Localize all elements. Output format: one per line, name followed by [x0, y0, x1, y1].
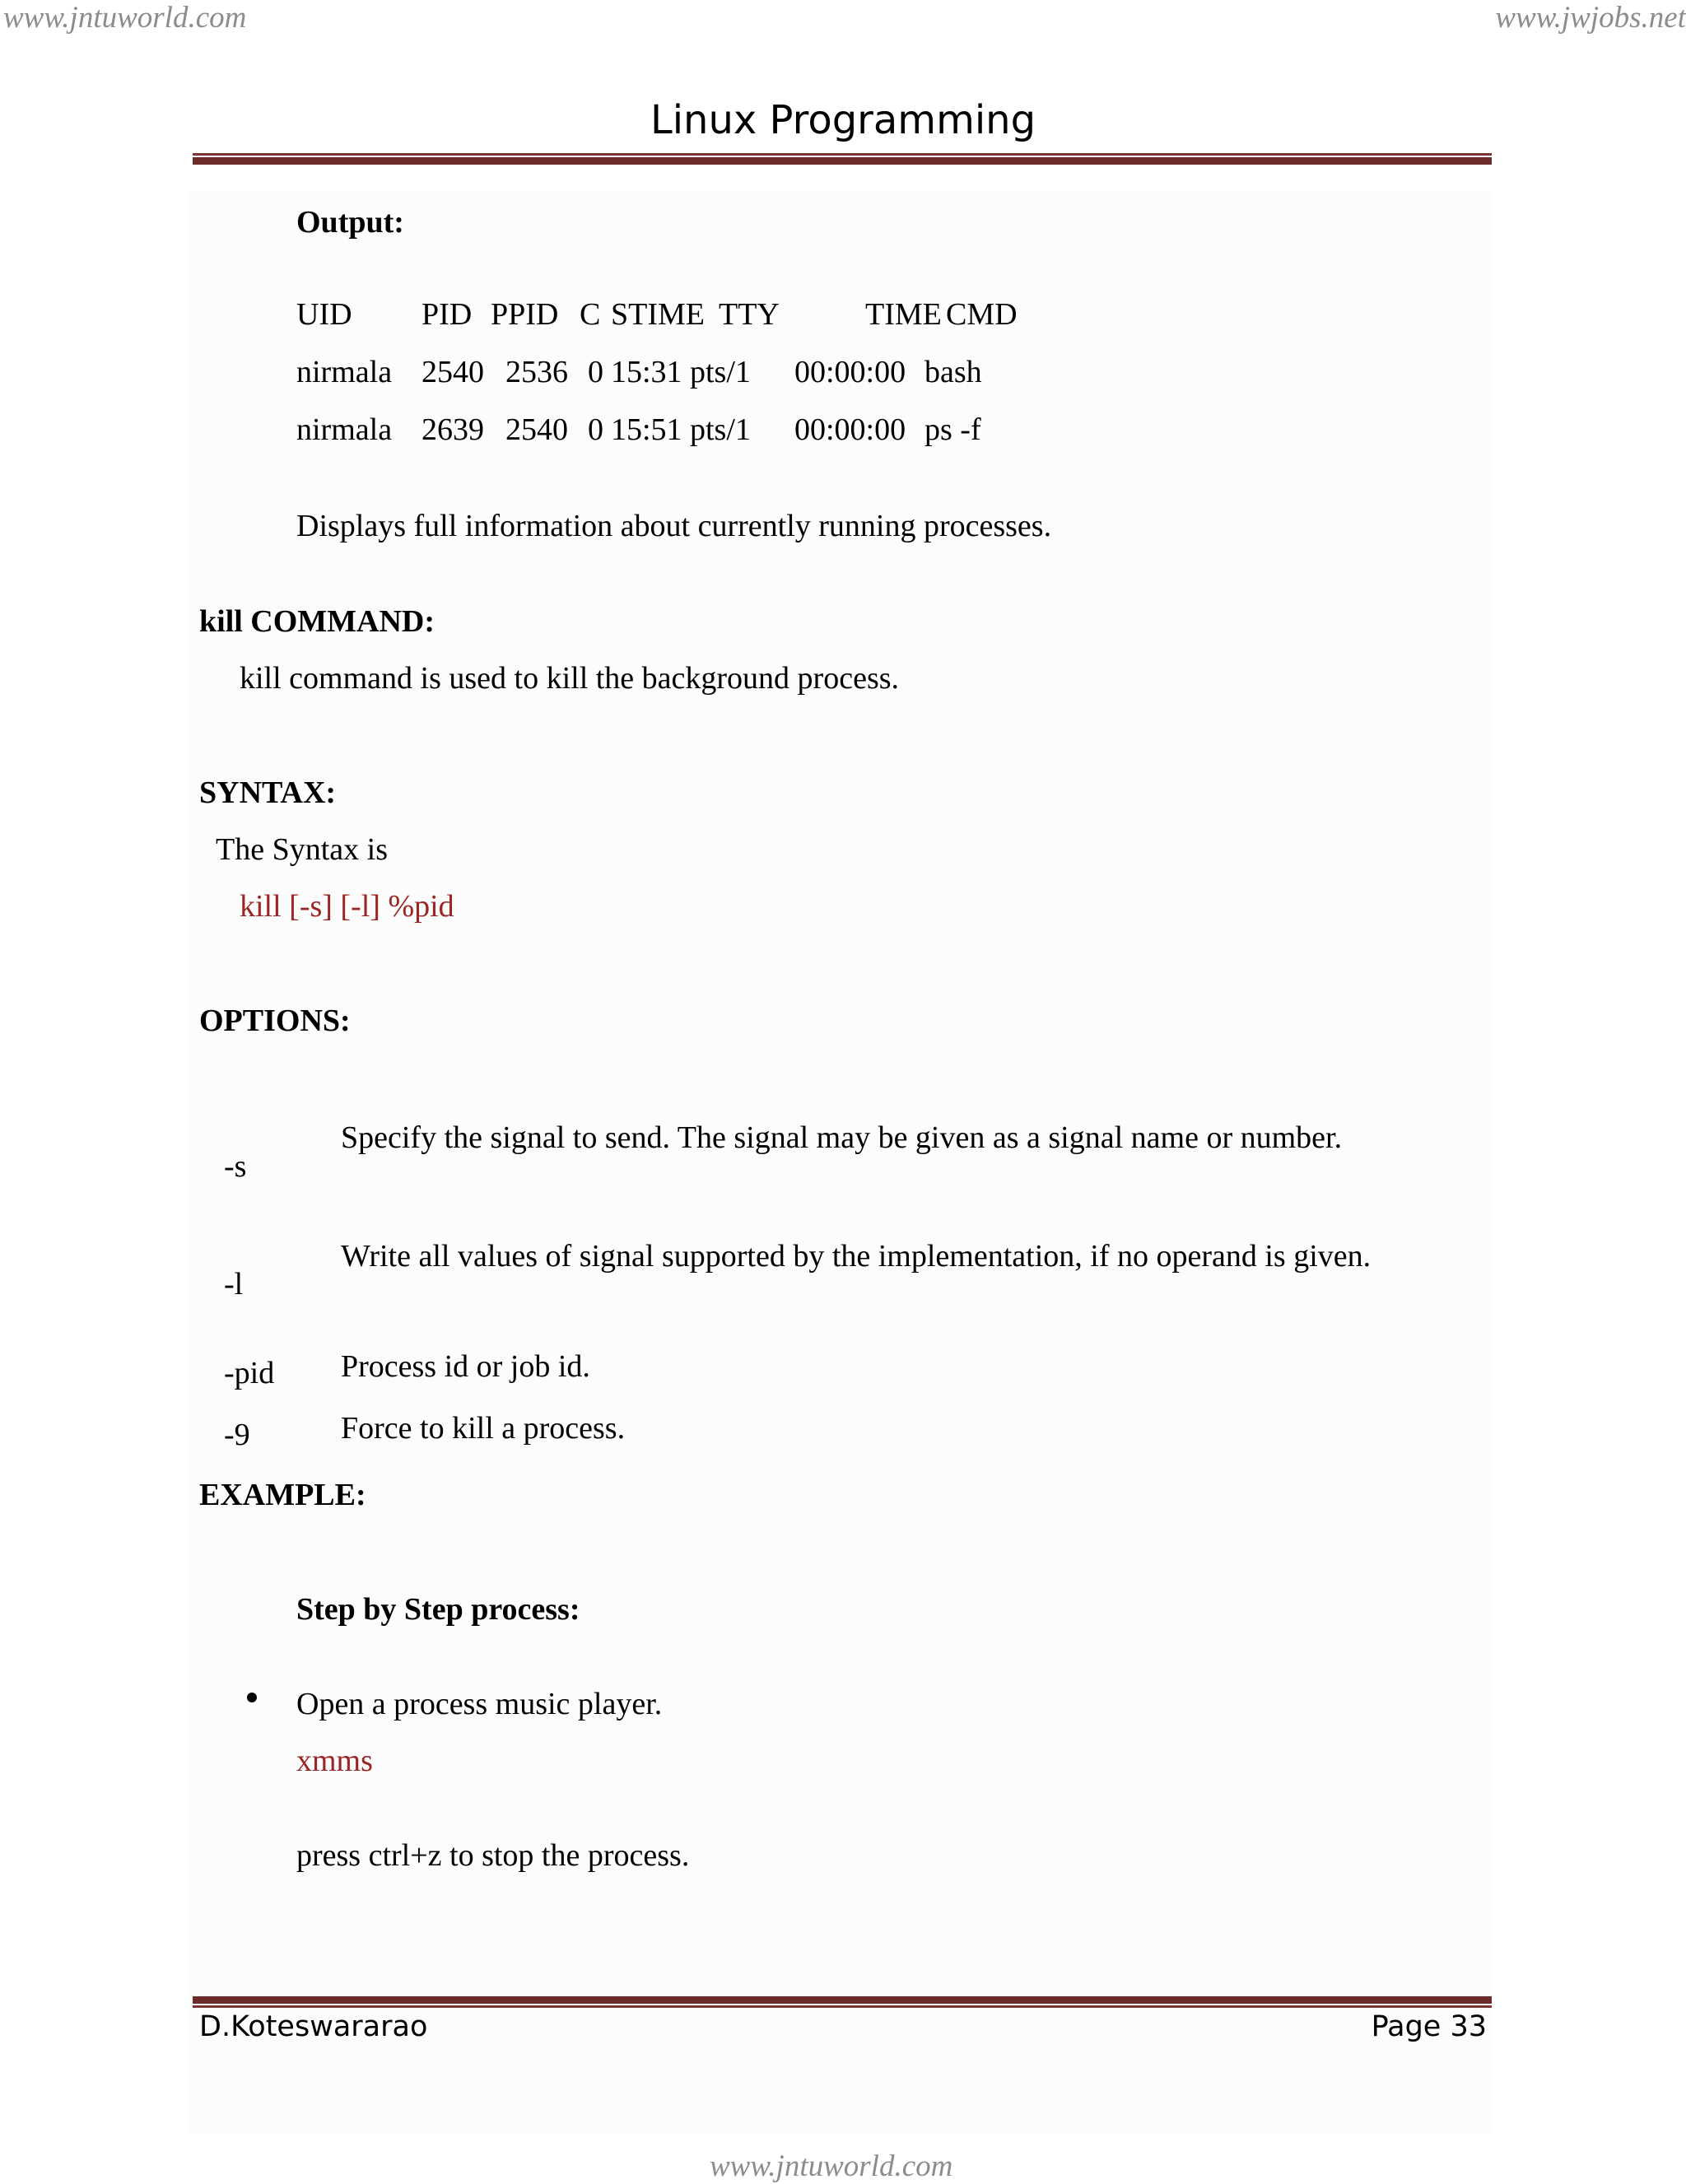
- page-header-title: Linux Programming: [650, 97, 1036, 143]
- ps-cell: 2639: [422, 412, 484, 447]
- syntax-heading: SYNTAX:: [199, 775, 337, 810]
- header-rule-thin: [193, 153, 1492, 156]
- option-description: Specify the signal to send. The signal may be given as a signal name or number.: [341, 1120, 1343, 1155]
- footer-rule-thick: [193, 1996, 1492, 2004]
- example-subheading: Step by Step process:: [296, 1592, 580, 1627]
- ps-cell: 2540: [505, 412, 568, 447]
- ps-cell: nirmala: [296, 355, 393, 389]
- option-description: Process id or job id.: [341, 1349, 590, 1384]
- ps-cell: nirmala: [296, 412, 393, 447]
- option-flag: -l: [224, 1267, 244, 1302]
- ps-col-ppid: PPID: [491, 297, 559, 332]
- option-description: Write all values of signal supported by the implementation, if no operand is given.: [341, 1239, 1372, 1274]
- watermark-bottom: www.jntuworld.com: [710, 2149, 953, 2183]
- ps-cell: 15:31: [611, 355, 682, 389]
- footer-rule-thin: [193, 2005, 1492, 2008]
- option-description: Force to kill a process.: [341, 1411, 626, 1446]
- kill-command-heading: kill COMMAND:: [199, 604, 435, 639]
- ps-cell: 15:51: [611, 412, 682, 447]
- step-text: Open a process music player.: [296, 1687, 663, 1721]
- ps-col-stime: STIME: [611, 297, 705, 332]
- ps-cell: 00:00:00: [794, 412, 906, 447]
- watermark-top-left: www.jntuworld.com: [3, 1, 247, 35]
- option-flag: -9: [224, 1418, 250, 1452]
- output-description: Displays full information about currently running processes.: [296, 509, 1052, 543]
- option-flag: -s: [224, 1149, 247, 1184]
- ps-cell: ps -f: [925, 412, 981, 447]
- ps-col-uid: UID: [296, 297, 352, 332]
- example-heading: EXAMPLE:: [199, 1478, 366, 1512]
- ps-cell: 00:00:00: [794, 355, 906, 389]
- ps-cell: 0: [588, 355, 603, 389]
- ps-cell: 0: [588, 412, 603, 447]
- ps-cell: 2540: [422, 355, 484, 389]
- syntax-command: kill [-s] [-l] %pid: [240, 889, 454, 924]
- ps-col-c: C: [580, 297, 601, 332]
- example-note: press ctrl+z to stop the process.: [296, 1838, 690, 1873]
- kill-command-description: kill command is used to kill the background process.: [240, 661, 900, 696]
- ps-col-tty: TTY: [719, 297, 780, 332]
- ps-cell: pts/1: [690, 355, 751, 389]
- options-heading: OPTIONS:: [199, 1004, 351, 1038]
- option-flag: -pid: [224, 1356, 275, 1390]
- footer-author: D.Koteswararao: [199, 2010, 428, 2043]
- ps-cell: 2536: [505, 355, 568, 389]
- step-command: xmms: [296, 1744, 373, 1778]
- ps-col-pid: PID: [422, 297, 473, 332]
- ps-col-cmd: CMD: [946, 297, 1018, 332]
- watermark-top-right: www.jwjobs.net: [1495, 1, 1686, 35]
- bullet-icon: [247, 1693, 257, 1702]
- ps-cell: bash: [925, 355, 982, 389]
- footer-page-number: Page 33: [1371, 2010, 1487, 2043]
- syntax-intro: The Syntax is: [216, 832, 388, 867]
- ps-cell: pts/1: [690, 412, 751, 447]
- header-rule-thick: [193, 157, 1492, 165]
- ps-col-time: TIME: [865, 297, 942, 332]
- output-heading: Output:: [296, 205, 404, 240]
